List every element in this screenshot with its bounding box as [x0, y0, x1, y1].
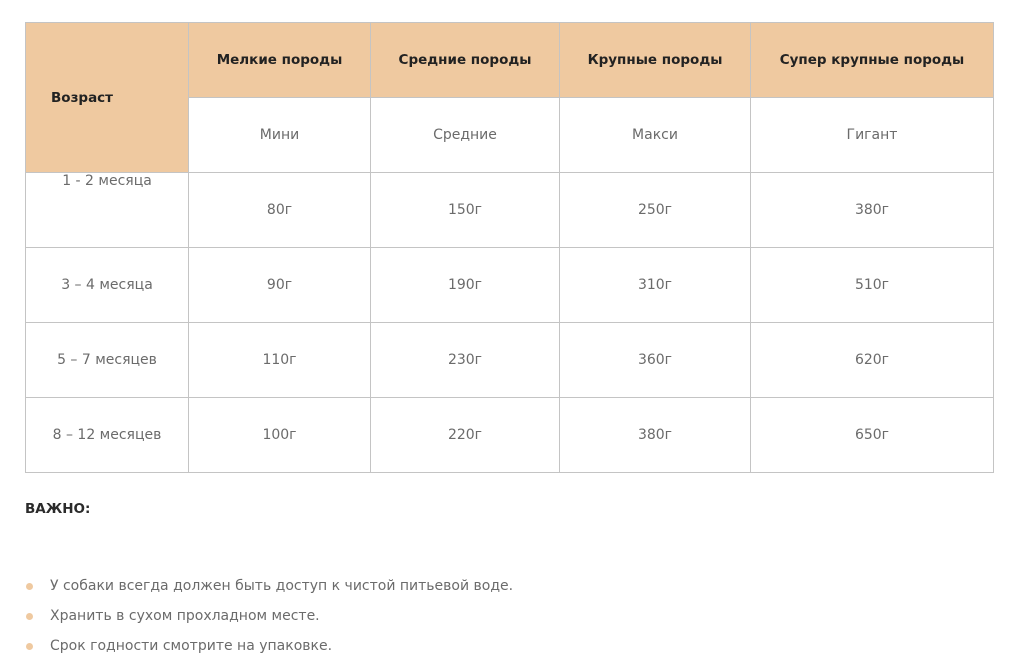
bullet-dot-icon — [26, 643, 33, 650]
age-cell: 1 - 2 месяца — [26, 173, 189, 248]
value-cell: 380г — [751, 173, 994, 248]
large-breeds-header: Крупные породы — [560, 23, 751, 98]
value-cell: 90г — [189, 248, 371, 323]
size-label-medium: Средние — [371, 98, 560, 173]
note-text: У собаки всегда должен быть доступ к чистой питьевой воде. — [50, 578, 514, 594]
list-item — [25, 604, 513, 634]
list-item — [25, 634, 513, 664]
age-cell: 5 – 7 месяцев — [26, 323, 189, 398]
table-row — [26, 173, 994, 248]
value-cell: 80г — [189, 173, 371, 248]
table-row — [26, 398, 994, 473]
small-breeds-header: Мелкие породы — [189, 23, 371, 98]
value-cell: 650г — [751, 398, 994, 473]
header-row — [26, 23, 994, 98]
bullet-dot-icon — [26, 613, 33, 620]
value-cell: 220г — [371, 398, 560, 473]
value-cell: 110г — [189, 323, 371, 398]
size-label-maxi: Макси — [560, 98, 751, 173]
table-row — [26, 248, 994, 323]
note-text: Срок годности смотрите на упаковке. — [50, 638, 333, 654]
giant-breeds-header: Супер крупные породы — [751, 23, 994, 98]
value-cell: 310г — [560, 248, 751, 323]
age-cell: 8 – 12 месяцев — [26, 398, 189, 473]
age-header-label: Возраст — [51, 89, 114, 106]
value-cell: 190г — [371, 248, 560, 323]
table-row — [26, 323, 994, 398]
value-cell: 380г — [560, 398, 751, 473]
value-cell: 230г — [371, 323, 560, 398]
age-column-header — [26, 23, 189, 173]
note-text: Хранить в сухом прохладном месте. — [50, 608, 320, 624]
value-cell: 510г — [751, 248, 994, 323]
value-cell: 620г — [751, 323, 994, 398]
important-heading: ВАЖНО: — [25, 501, 91, 517]
medium-breeds-header: Средние породы — [371, 23, 560, 98]
size-label-giant: Гигант — [751, 98, 994, 173]
list-item — [25, 574, 513, 604]
age-cell: 3 – 4 месяца — [26, 248, 189, 323]
value-cell: 360г — [560, 323, 751, 398]
notes-list — [25, 574, 513, 664]
feeding-table — [25, 22, 994, 473]
value-cell: 250г — [560, 173, 751, 248]
bullet-dot-icon — [26, 583, 33, 590]
size-label-mini: Мини — [189, 98, 371, 173]
value-cell: 100г — [189, 398, 371, 473]
value-cell: 150г — [371, 173, 560, 248]
